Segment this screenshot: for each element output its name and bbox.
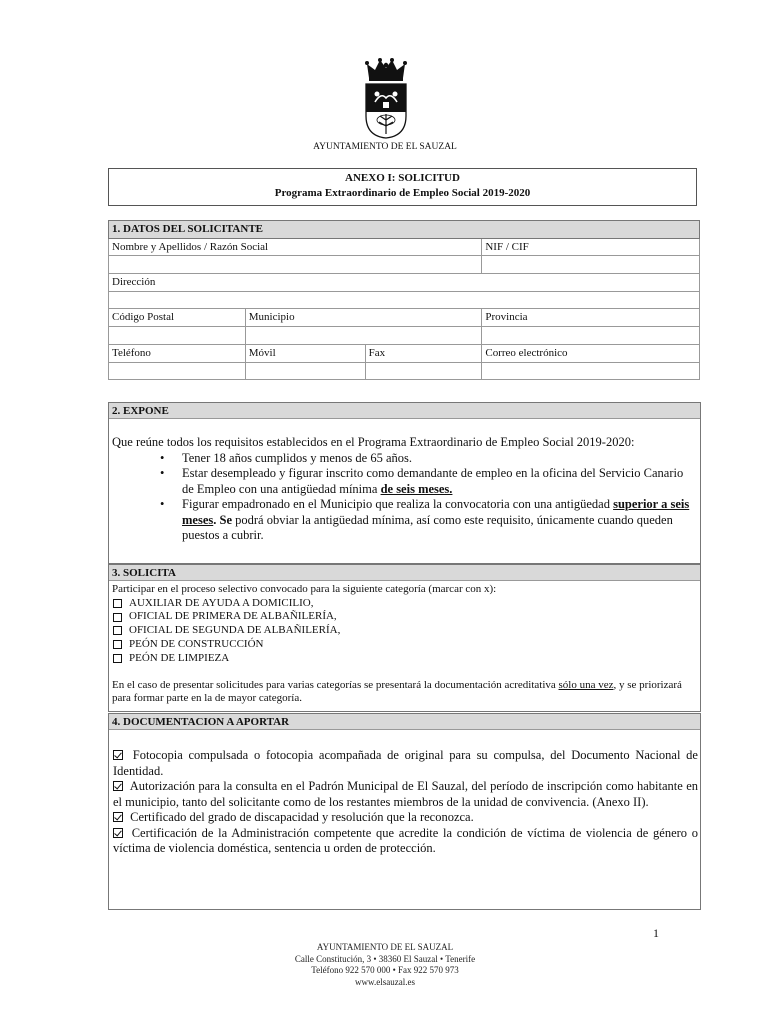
requirement-item: • Figurar empadronado en el Municipio que realiza la convocatoria con una antigüedad superior a seis meses. Se podrá obviar la antigüedad mínima, así como este requisito, únicamente cuando queden puestos a cubrir.	[155, 497, 695, 544]
footer	[0, 942, 770, 988]
doc-item: Certificación de la Administración competente que acredite la condición de víctima de violencia de género o víctima de violencia doméstica, sentencia u orden de protección.	[113, 825, 698, 855]
category-option[interactable]: PEÓN DE CONSTRUCCIÓN	[112, 638, 697, 652]
checked-box-icon[interactable]	[113, 812, 123, 822]
doc-item: Fotocopia compulsada o fotocopia acompañada de original para su compulsa, del Documento Nacional de Identidad.	[113, 748, 698, 778]
solicita-note: En el caso de presentar solicitudes para varias categorías se presentará la documentación acreditativa sólo una vez, y se priorizará para formar parte en la de mayor categoría.	[112, 679, 682, 705]
checkbox[interactable]	[113, 640, 122, 649]
fax-field[interactable]	[365, 362, 482, 380]
emphasis-text: superior a seis meses	[182, 497, 690, 527]
checked-box-icon[interactable]	[113, 781, 123, 791]
datos-heading: 1. DATOS DEL SOLICITANTE	[109, 221, 700, 239]
municipio-field[interactable]	[245, 327, 482, 345]
correo-label: Correo electrónico	[482, 344, 700, 362]
solicita-body	[109, 581, 700, 705]
datos-solicitante-table	[108, 220, 700, 380]
title-box	[108, 168, 697, 206]
emphasis-text: de seis meses.	[380, 481, 453, 496]
expone-body	[109, 419, 700, 544]
telefono-field[interactable]	[109, 362, 246, 380]
footer-phone: Teléfono 922 570 000 • Fax 922 570 973	[311, 965, 459, 975]
checkbox[interactable]	[113, 626, 122, 635]
org-name-header: AYUNTAMIENTO DE EL SAUZAL	[313, 142, 457, 152]
requirement-item: • Tener 18 años cumplidos y menos de 65 años.	[155, 451, 695, 467]
movil-label: Móvil	[245, 344, 365, 362]
provincia-label: Provincia	[482, 309, 700, 327]
requirements-list	[155, 451, 695, 544]
solicita-section	[108, 564, 701, 712]
nombre-label: Nombre y Apellidos / Razón Social	[109, 238, 482, 256]
correo-field[interactable]	[482, 362, 700, 380]
expone-intro: Que reúne todos los requisitos establecidos en el Programa Extraordinario de Empleo Social 2019-2020:	[112, 435, 635, 449]
nombre-field[interactable]	[109, 256, 482, 274]
direccion-field[interactable]	[109, 291, 700, 309]
nif-field[interactable]	[482, 256, 700, 274]
cp-field[interactable]	[109, 327, 246, 345]
expone-section	[108, 402, 701, 564]
direccion-label: Dirección	[109, 274, 700, 292]
telefono-label: Teléfono	[109, 344, 246, 362]
solicita-heading: 3. SOLICITA	[109, 564, 700, 581]
category-option[interactable]: AUXILIAR DE AYUDA A DOMICILIO,	[112, 597, 697, 611]
nif-label: NIF / CIF	[482, 238, 700, 256]
documentacion-heading: 4. DOCUMENTACION A APORTAR	[109, 713, 700, 730]
movil-field[interactable]	[245, 362, 365, 380]
title-line-2: Programa Extraordinario de Empleo Social 2019-2020	[274, 187, 531, 199]
footer-web: www.elsauzal.es	[355, 976, 415, 987]
cp-label: Código Postal	[109, 309, 246, 327]
doc-item: Certificado del grado de discapacidad y resolución que la reconozca.	[113, 810, 698, 826]
category-option[interactable]: OFICIAL DE PRIMERA DE ALBAÑILERÍA,	[112, 610, 697, 624]
checked-box-icon[interactable]	[113, 828, 123, 838]
checked-box-icon[interactable]	[113, 750, 123, 760]
category-option[interactable]: PEÓN DE LIMPIEZA	[112, 652, 697, 666]
checkbox[interactable]	[113, 613, 122, 622]
doc-item: Autorización para la consulta en el Padrón Municipal de El Sauzal, del período de inscripción como habitante en el municipio, tanto del solicitante como de los restantes miembros de la unidad de convivencia. (Anexo II).	[113, 779, 698, 809]
provincia-field[interactable]	[482, 327, 700, 345]
municipio-label: Municipio	[245, 309, 482, 327]
documentacion-body	[109, 730, 700, 857]
footer-address: Calle Constitución, 3 • 38360 El Sauzal • Tenerife	[294, 953, 476, 964]
fax-label: Fax	[365, 344, 482, 362]
checkbox[interactable]	[113, 599, 122, 608]
page-number: 1	[653, 926, 659, 940]
solicita-intro: Participar en el proceso selectivo convocado para la siguiente categoría (marcar con x):	[112, 583, 497, 595]
checkbox[interactable]	[113, 654, 122, 663]
requirement-item: • Estar desempleado y figurar inscrito como demandante de empleo en la oficina del Servicio Canario de Empleo con una antigüedad mínima de seis meses.	[155, 466, 695, 497]
category-option[interactable]: OFICIAL DE SEGUNDA DE ALBAÑILERÍA,	[112, 624, 697, 638]
title-line-1: ANEXO I: SOLICITUD	[345, 172, 460, 184]
municipal-crest-logo	[361, 58, 411, 140]
footer-org: AYUNTAMIENTO DE EL SAUZAL	[316, 942, 454, 952]
expone-heading: 2. EXPONE	[109, 402, 700, 419]
documentacion-section	[108, 713, 701, 910]
